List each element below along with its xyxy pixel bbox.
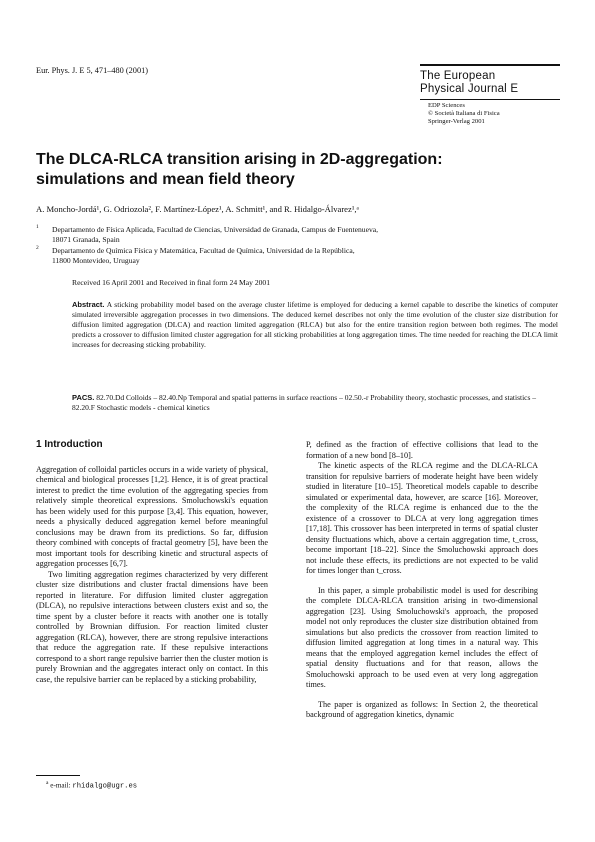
affiliation-number: 1	[36, 224, 39, 230]
publisher-info	[420, 99, 560, 127]
journal-name-line1: The European	[420, 70, 496, 82]
journal-masthead	[420, 64, 560, 127]
section-heading: 1 Introduction	[36, 439, 103, 450]
footnote-marker: a	[46, 780, 49, 786]
title-line: simulations and mean field theory	[36, 171, 295, 188]
right-column	[306, 440, 538, 721]
email-link[interactable]: rhidalgo@ugr.es	[72, 782, 138, 791]
pacs-codes	[72, 393, 558, 413]
left-column	[36, 440, 268, 685]
author-list: A. Moncho-Jordá¹, G. Odriozola², F. Martínez-López¹, A. Schmitt¹, and R. Hidalgo-Álvarez¹,ᵃ	[36, 204, 359, 214]
paragraph: In this paper, a simple probabilistic model is used for describing the complete DLCA-RLCA transition arising in two-dimensional aggregation [23]. Using Smoluchowski's approach, the proposed model not only reproduces the cluster size distribution obtained from simulations but also predicts the crossover from reaction limited to diffusion limited aggregation at long times in a natural way. This means that the employed aggregation kernel includes the effect of spatial density fluctuations and for that reason, allows the Smoluchowski approach to be used even at very long aggregation times.	[306, 585, 538, 689]
paragraph: Two limiting aggregation regimes characterized by very different cluster size distributions and cluster fractal dimensions have been reported in literature. For diffusion limited cluster aggregation (DLCA), no repulsive interactions between clusters exist and so, the time spent by a cluster before it reacts with another one is totally controlled by Brownian diffusion. For reaction limited cluster aggregation (RLCA), however, there are strong repulsive interactions that reduce the aggregation rate. If these repulsive interactions correspond to a short range repulsive barrier then the cluster motion is purely Brownian and the aggregates interact only on contact. In this case, the repulsive barrier can be replaced by a sticking probability,	[36, 569, 268, 684]
journal-reference: Eur. Phys. J. E 5, 471–480 (2001)	[36, 66, 149, 75]
footnote-rule	[36, 775, 80, 776]
footnote-label: e-mail:	[50, 781, 73, 790]
publisher-line: EDP Sciences	[428, 102, 465, 109]
paragraph: The kinetic aspects of the RLCA regime and the DLCA-RLCA transition for repulsive barriers of moderate height have been widely studied in literature [10–15]. Theoretical models capable to describe simulated or experimental data, however, are scarce [16]. Moreover, the complexity of the RLCA regime is enhanced due to the the existence of a crossover to DLCA at very long aggregation times [17,18]. This crossover has been interpreted in terms of spatial cluster density fluctuations which, above a certain aggregation time, t_cross, become important [18–22]. Since the Smoluchowski approach does not include these effects, its predictions are not expected to be valid for times longer than t_cross.	[306, 461, 538, 575]
paragraph: P, defined as the fraction of effective collisions that lead to the formation of a new bond [8–10].	[306, 440, 538, 460]
affiliation-line: Departamento de Física Aplicada, Facultad de Ciencias, Universidad de Granada, Campus de Fuentenueva,	[52, 225, 379, 234]
affiliation-line: Departamento de Química Física y Matemática, Facultad de Química, Universidad de la República,	[52, 246, 355, 255]
title-line: The DLCA-RLCA transition arising in 2D-aggregation:	[36, 151, 443, 168]
journal-name-line2: Physical Journal E	[420, 83, 519, 95]
affiliation-2	[36, 246, 556, 266]
abstract-text: A sticking probability model based on the average cluster lifetime is employed for deducing a kernel capable to describe the kinetics of computer simulated irreversible aggregation processes in two dimensions. The deduced kernel describes not only the time evolution of the cluster size distribution for diffusion limited aggregation (DLCA) and reaction limited aggregation (RLCA) but also for the entire transition region between both regimes. The model predicts a crossover to diffusion limited cluster aggregation for all sticking probabilities at long aggregation times. The time needed for reaching the DLCA limit increases for decreasing sticking probability.	[72, 300, 558, 349]
affiliation-line: 11800 Montevideo, Uruguay	[52, 256, 140, 265]
abstract-label: Abstract.	[72, 300, 105, 309]
paper-title	[36, 150, 556, 190]
received-dates: Received 16 April 2001 and Received in final form 24 May 2001	[72, 278, 271, 287]
pacs-label: PACS.	[72, 393, 95, 402]
affiliation-number: 2	[36, 245, 39, 251]
paragraph: Aggregation of colloidal particles occurs in a wide variety of physical, chemical and biological processes [1,2]. Hence, it is of great practical interest to predict the time evolution of the aggregating species from relatively simple theoretical expressions. Smoluchowski's equation has been widely used for this purpose [3,4]. This equation, however, needs a physically deduced aggregation kernel before meaningful conclusions may be drawn from its predictions. So far, diffusion theory combined with concepts of fractal geometry [5], have been the most important tools for describing kinetic and structural aspects of aggregation processes [6,7].	[36, 464, 268, 568]
publisher-line: Springer-Verlag 2001	[428, 118, 485, 126]
affiliation-1	[36, 225, 556, 245]
abstract	[72, 300, 558, 350]
publisher-line: © Società Italiana di Fisica	[428, 110, 500, 118]
footnote	[46, 780, 137, 790]
pacs-text: 82.70.Dd Colloids – 82.40.Np Temporal and spatial patterns in surface reactions – 02.50.-r Probability theory, stochastic processes, and statistics – 82.20.F Stochastic models - chemical kinetics	[72, 393, 537, 412]
affiliation-line: 18071 Granada, Spain	[52, 235, 120, 244]
paragraph: The paper is organized as follows: In Section 2, the theoretical background of aggregation kinetics, dynamic	[306, 699, 538, 719]
